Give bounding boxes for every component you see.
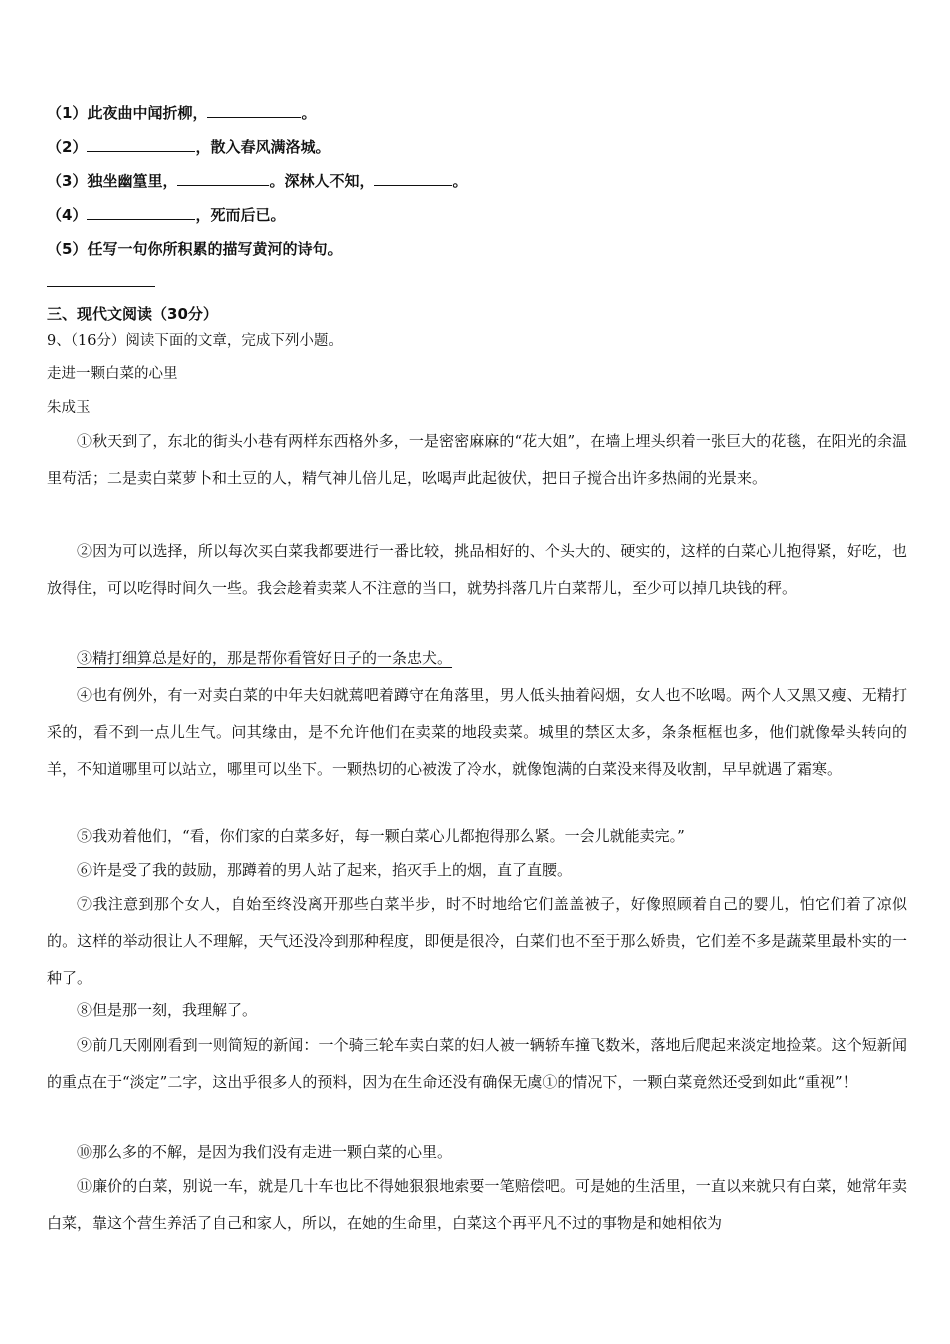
article-author: 朱成玉	[47, 400, 91, 416]
article-paragraph: ①秋天到了，东北的街头小巷有两样东西格外多，一是密密麻麻的“花大姐”，在墙上埋头织着一张巨大的花毯，在阳光的余温里苟活；二是卖白菜萝卜和土豆的人，精气神儿倍儿足，吆喝声此起彼伏，把日子搅合出许多热闹的光景来。	[47, 432, 907, 487]
question-5-number: （5）	[47, 240, 88, 258]
article-paragraph: ④也有例外，有一对卖白菜的中年夫妇就蔫吧着蹲守在角落里，男人低头抽着闷烟，女人也不吆喝。两个人又黑又瘦、无精打采的，看不到一点儿生气。问其缘由，是不允许他们在卖菜的地段卖菜。城里的禁区太多，条条框框也多，他们就像晕头转向的羊，不知道哪里可以站立，哪里可以坐下。一颗热切的心被泼了冷水，就像饱满的白菜没来得及收割，早早就遇了霜寒。	[47, 686, 907, 778]
answer-blank[interactable]	[87, 137, 195, 152]
article-paragraph: ⑩那么多的不解，是因为我们没有走进一颗白菜的心里。	[77, 1143, 453, 1161]
article-paragraph-underlined	[47, 640, 907, 677]
article-paragraph: ②因为可以选择，所以每次买白菜我都要进行一番比较，挑品相好的、个头大的、硬实的，这样的白菜心儿抱得紧，好吃，也放得住，可以吃得时间久一些。我会趁着卖菜人不注意的当口，就势抖落几片白菜帮儿，至少可以掉几块钱的秤。	[47, 542, 907, 597]
question-intro: 9、（16分）阅读下面的文章，完成下列小题。	[47, 333, 343, 349]
article-paragraph: ⑦我注意到那个女人，自始至终没离开那些白菜半步，时不时地给它们盖盖被子，好像照顾着自己的婴儿，怕它们着了凉似的。这样的举动很让人不理解，天气还没冷到那种程度，即便是很冷，白菜们也不至于那么娇贵，它们差不多是蔬菜里最朴实的一种了。	[47, 895, 907, 987]
answer-blank[interactable]	[374, 171, 452, 186]
question-3-text: 独坐幽篁里，	[87, 172, 178, 190]
question-4	[47, 205, 285, 225]
article-paragraph: ⑥许是受了我的鼓励，那蹲着的男人站了起来，掐灭手上的烟，直了直腰。	[77, 861, 573, 879]
question-2-text: ，散入春风满洛城。	[195, 138, 331, 156]
question-4-text: ，死而后已。	[195, 206, 286, 224]
section-title: 三、现代文阅读（30分）	[47, 305, 218, 323]
question-2-number: （2）	[47, 138, 88, 156]
answer-blank[interactable]	[177, 171, 269, 186]
question-4-number: （4）	[47, 206, 88, 224]
question-5-text: 任写一句你所积累的描写黄河的诗句。	[87, 240, 343, 258]
question-3-number: （3）	[47, 172, 88, 190]
article-paragraph: ⑤我劝着他们，“看，你们家的白菜多好，每一颗白菜心儿都抱得那么紧。一会儿就能卖完。”	[77, 827, 685, 845]
question-2	[47, 137, 330, 157]
article-paragraph: ⑪廉价的白菜，别说一车，就是几十车也比不得她狠狠地索要一笔赔偿吧。可是她的生活里，一直以来就只有白菜，她常年卖白菜，靠这个营生养活了自己和家人，所以，在她的生命里，白菜这个再平凡不过的事物是和她相依为	[47, 1177, 907, 1232]
question-3: （3）独坐幽篁里， 。深林人不知， 。	[47, 172, 468, 190]
article-paragraph: ⑨前几天刚刚看到一则简短的新闻：一个骑三轮车卖白菜的妇人被一辆轿车撞飞数米，落地后爬起来淡定地捡菜。这个短新闻的重点在于“淡定”二字，这出乎很多人的预料，因为在生命还没有确保无虞①的情况下，一颗白菜竟然还受到如此“重视”！	[47, 1036, 907, 1091]
article-title: 走进一颗白菜的心里	[47, 366, 178, 382]
question-5-answer-line[interactable]	[47, 286, 155, 287]
question-1-text: 此夜曲中闻折柳，	[87, 104, 208, 122]
answer-blank[interactable]	[87, 205, 195, 220]
underlined-sentence: ③精打细算总是好的，那是帮你看管好日子的一条忠犬。	[77, 649, 453, 667]
question-5	[47, 239, 342, 259]
question-1-number: （1）	[47, 104, 88, 122]
article-paragraph: ⑧但是那一刻，我理解了。	[77, 1001, 258, 1019]
answer-blank[interactable]	[207, 103, 301, 118]
question-1: （1）此夜曲中闻折柳， 。	[47, 104, 317, 122]
